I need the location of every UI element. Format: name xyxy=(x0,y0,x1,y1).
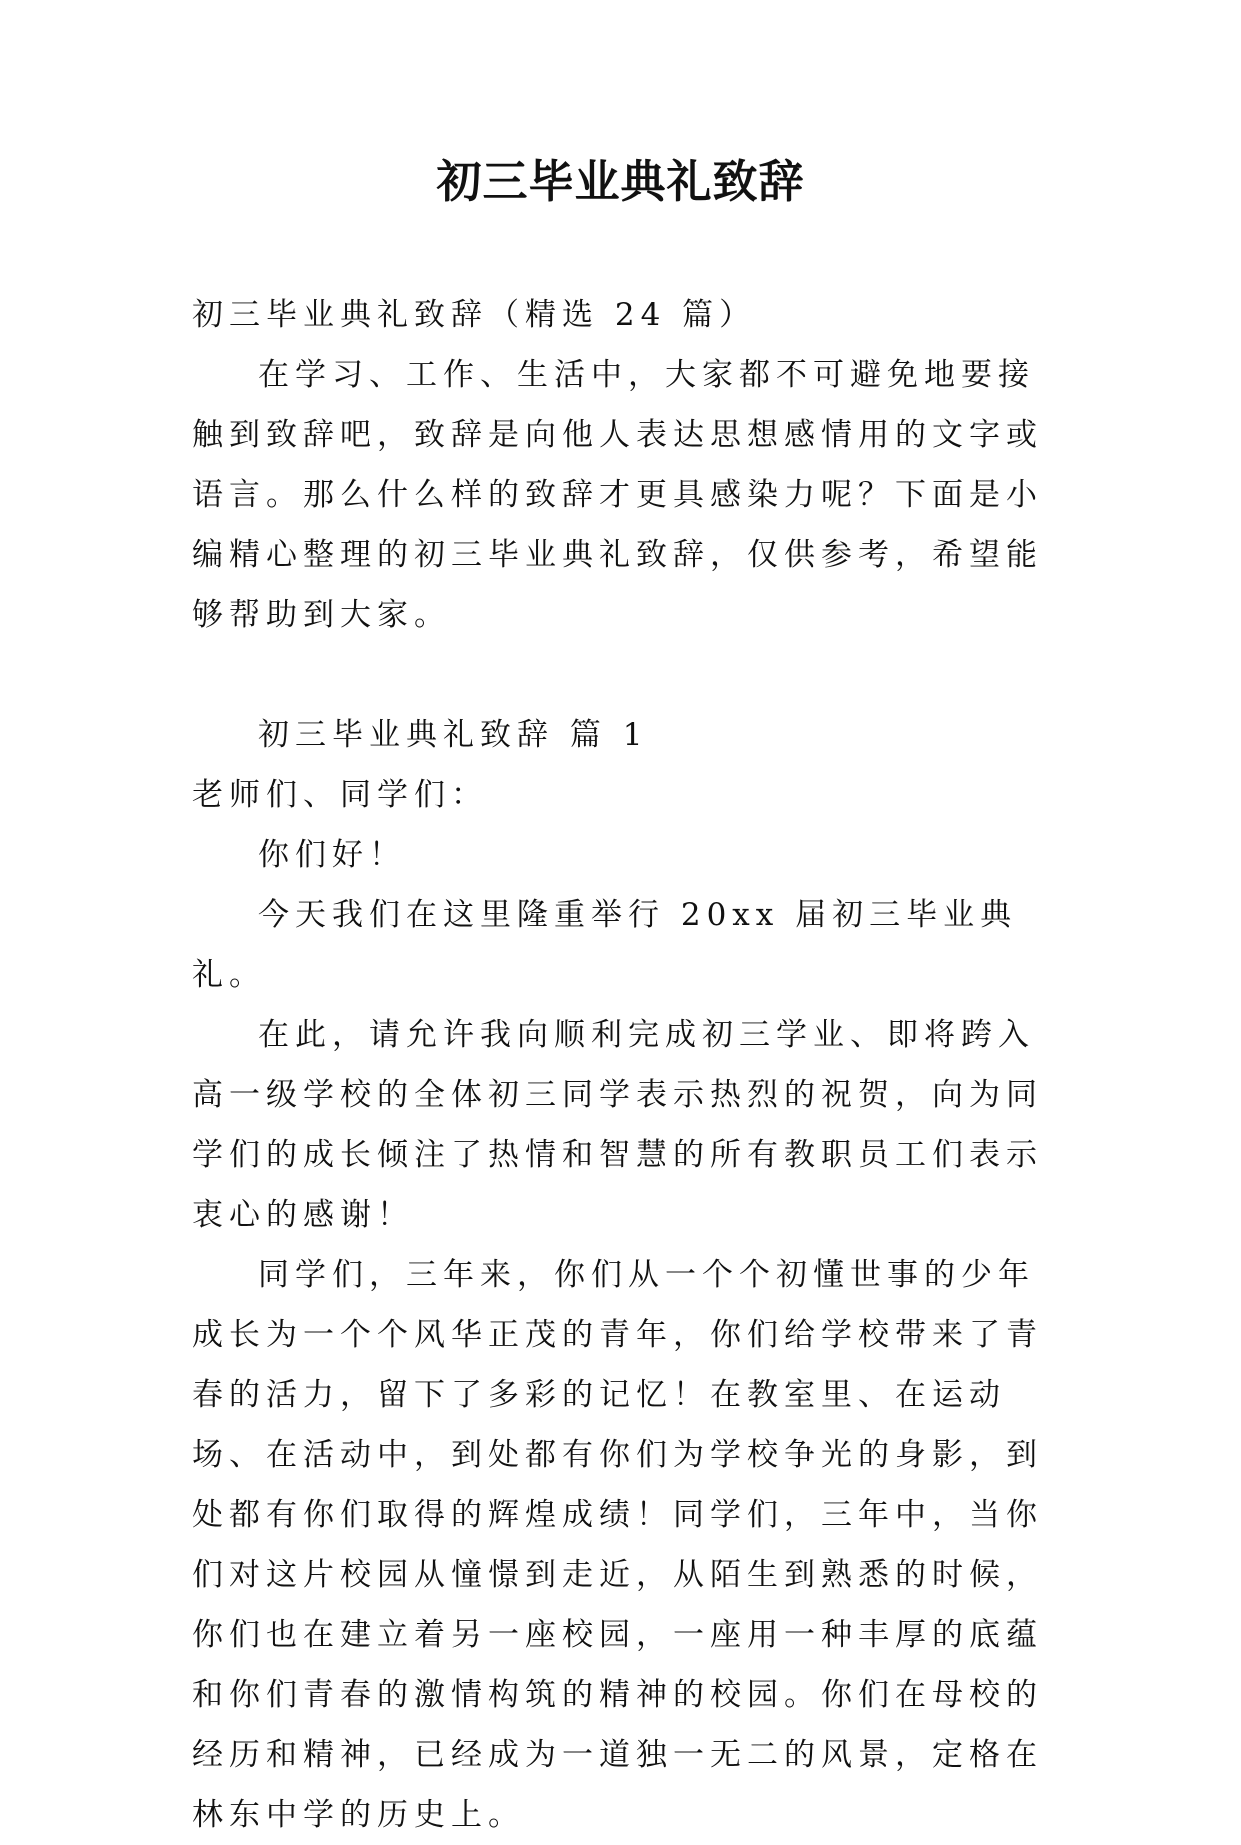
document-subtitle: 初三毕业典礼致辞（精选 24 篇） xyxy=(192,297,757,333)
intro-paragraph: 在学习、工作、生活中，大家都不可避免地要接触到致辞吧，致辞是向他人表达思想感情用的文字或语言。那么什么样的致辞才更具感染力呢？下面是小编精心整理的初三毕业典礼致辞，仅供参考，希望能够帮助到大家。 xyxy=(192,357,1043,633)
body-paragraph: 在此，请允许我向顺利完成初三学业、即将跨入高一级学校的全体初三同学表示热烈的祝贺，向为同学们的成长倾注了热情和智慧的所有教职员工们表示衷心的感谢！ xyxy=(192,1017,1043,1233)
document-body xyxy=(192,285,1054,1845)
document-title: 初三毕业典礼致辞 xyxy=(436,155,805,208)
section-heading: 初三毕业典礼致辞 篇 1 xyxy=(258,717,649,753)
body-paragraph: 你们好！ xyxy=(258,837,406,873)
paragraph-spacer xyxy=(192,645,1054,705)
salutation: 老师们、同学们： xyxy=(192,777,488,813)
body-paragraph: 今天我们在这里隆重举行 20xx 届初三毕业典礼。 xyxy=(192,897,1018,993)
body-paragraph: 同学们，三年来，你们从一个个初懂世事的少年成长为一个个风华正茂的青年，你们给学校带来了青春的活力，留下了多彩的记忆！在教室里、在运动场、在活动中，到处都有你们为学校争光的身影，到处都有你们取得的辉煌成绩！同学们，三年中，当你们对这片校园从憧憬到走近，从陌生到熟悉的时候，你们也在建立着另一座校园，一座用一种丰厚的底蕴和你们青春的激情构筑的精神的校园。你们在母校的经历和精神，已经成为一道独一无二的风景，定格在林东中学的历史上。 xyxy=(192,1257,1043,1833)
